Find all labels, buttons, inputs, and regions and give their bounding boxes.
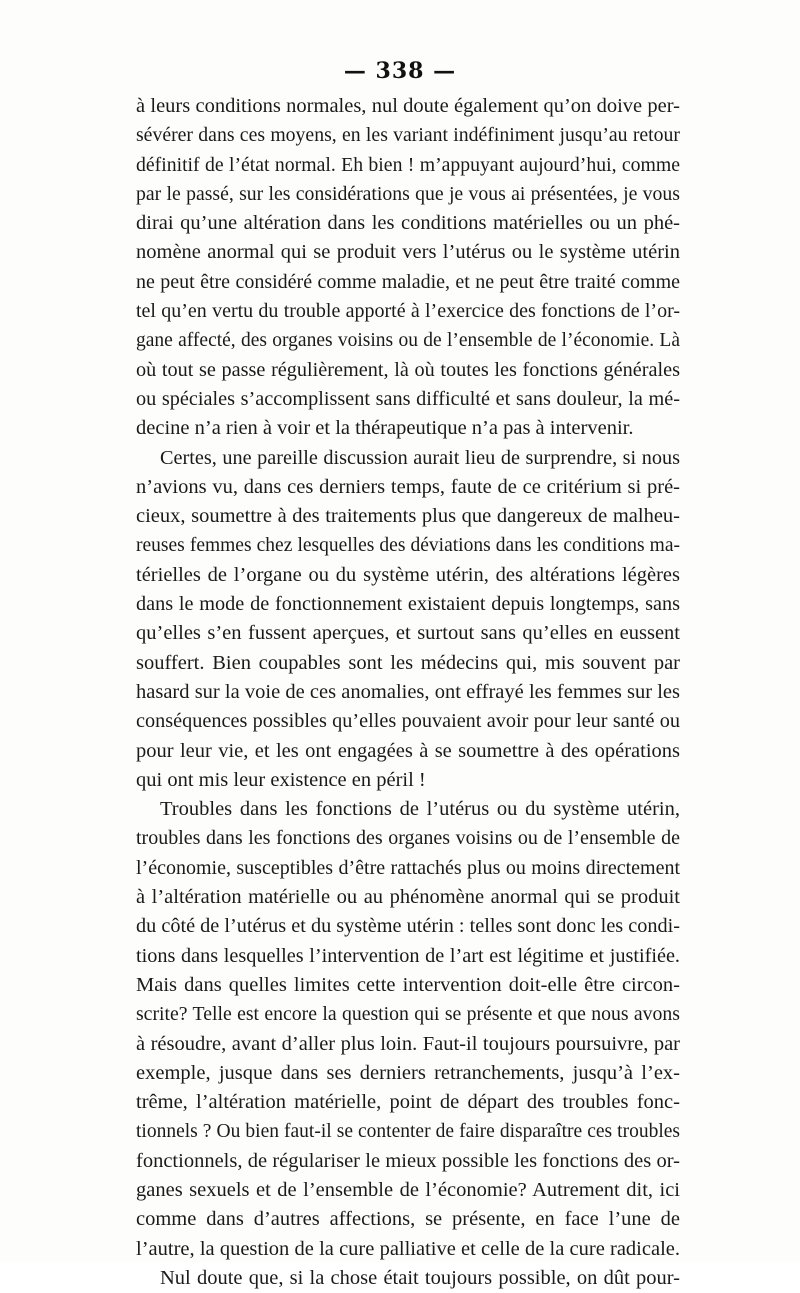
text-line: cieux, soumettre à des traitements plus que dangereux de malheu- bbox=[136, 505, 680, 528]
text-line: comme dans d’autres affections, se présente, en face l’une de bbox=[136, 1208, 680, 1231]
text-line: conséquences possibles qu’elles pouvaient avoir pour leur santé ou bbox=[136, 710, 680, 733]
body-text bbox=[136, 92, 680, 1293]
text-line: trême, l’altération matérielle, point de départ des troubles fonc- bbox=[136, 1091, 680, 1114]
text-line: Certes, une pareille discussion aurait lieu de surprendre, si nous bbox=[160, 446, 680, 469]
text-line: qu’elles s’en fussent aperçues, et surtout sans qu’elles en eussent bbox=[136, 622, 680, 645]
text-line: l’économie, susceptibles d’être rattachés plus ou moins directement bbox=[136, 856, 680, 879]
text-line: à résoudre, avant d’aller plus loin. Faut-il toujours poursuivre, par bbox=[136, 1032, 680, 1055]
text-line: du côté de l’utérus et du système utérin : telles sont donc les condi- bbox=[136, 915, 680, 938]
text-line: Troubles dans les fonctions de l’utérus ou du système utérin, bbox=[160, 798, 680, 821]
text-line: l’autre, la question de la cure palliative et celle de la cure radicale. bbox=[136, 1237, 680, 1260]
text-line: n’avions vu, dans ces derniers temps, faute de ce critérium si pré- bbox=[136, 475, 680, 498]
text-line: tel qu’en vertu du trouble apporté à l’exercice des fonctions de l’or- bbox=[136, 300, 680, 323]
text-line: par le passé, sur les considérations que je vous ai présentées, je vous bbox=[136, 182, 680, 205]
text-line: ne peut être considéré comme maladie, et ne peut être traité comme bbox=[136, 270, 680, 293]
text-line: nomène anormal qui se produit vers l’utérus ou le système utérin bbox=[136, 241, 680, 264]
text-line: térielles de l’organe ou du système utérin, des altérations légères bbox=[136, 563, 680, 586]
text-line: hasard sur la voie de ces anomalies, ont effrayé les femmes sur les bbox=[136, 680, 680, 703]
text-line: qui ont mis leur existence en péril ! bbox=[136, 768, 426, 791]
text-line: définitif de l’état normal. Eh bien ! m’appuyant aujourd’hui, comme bbox=[136, 153, 680, 176]
text-line: sévérer dans ces moyens, en les variant indéfiniment jusqu’au retour bbox=[136, 124, 680, 147]
text-line: pour leur vie, et les ont engagées à se soumettre à des opérations bbox=[136, 739, 680, 762]
text-line: troubles dans les fonctions des organes voisins ou de l’ensemble de bbox=[136, 827, 680, 850]
text-line: dans le mode de fonctionnement existaient depuis longtemps, sans bbox=[136, 593, 680, 616]
page-number: — 338 — bbox=[343, 58, 457, 84]
text-line: tions dans lesquelles l’intervention de l’art est légitime et justifiée. bbox=[136, 944, 680, 967]
text-line: Mais dans quelles limites cette intervention doit-elle être circon- bbox=[136, 973, 680, 996]
text-line: reuses femmes chez lesquelles des déviations dans les conditions ma- bbox=[136, 535, 680, 557]
text-line: tionnels ? Ou bien faut-il se contenter de faire disparaître ces troubles bbox=[136, 1121, 680, 1143]
text-line: Nul doute que, si la chose était toujours possible, on dût pour- bbox=[160, 1266, 680, 1289]
text-line: à leurs conditions normales, nul doute également qu’on doive per- bbox=[136, 95, 680, 117]
text-line: dirai qu’une altération dans les conditions matérielles ou un phé- bbox=[136, 212, 680, 235]
text-line: decine n’a rien à voir et la thérapeutique n’a pas à intervenir. bbox=[136, 417, 634, 440]
text-line: fonctionnels, de régulariser le mieux possible les fonctions des or- bbox=[136, 1149, 680, 1172]
text-line: ganes sexuels et de l’ensemble de l’économie? Autrement dit, ici bbox=[136, 1178, 680, 1201]
text-line: souffert. Bien coupables sont les médecins qui, mis souvent par bbox=[136, 651, 680, 674]
text-line: où tout se passe régulièrement, là où toutes les fonctions générales bbox=[136, 358, 680, 381]
text-line: exemple, jusque dans ses derniers retranchements, jusqu’à l’ex- bbox=[136, 1061, 680, 1084]
text-line: gane affecté, des organes voisins ou de l’ensemble de l’économie. Là bbox=[136, 330, 680, 352]
text-line: scrite? Telle est encore la question qui se présente et que nous avons bbox=[136, 1003, 680, 1026]
text-line: à l’altération matérielle ou au phénomène anormal qui se produit bbox=[136, 886, 680, 909]
text-line: ou spéciales s’accomplissent sans difficulté et sans douleur, la mé- bbox=[136, 387, 680, 410]
